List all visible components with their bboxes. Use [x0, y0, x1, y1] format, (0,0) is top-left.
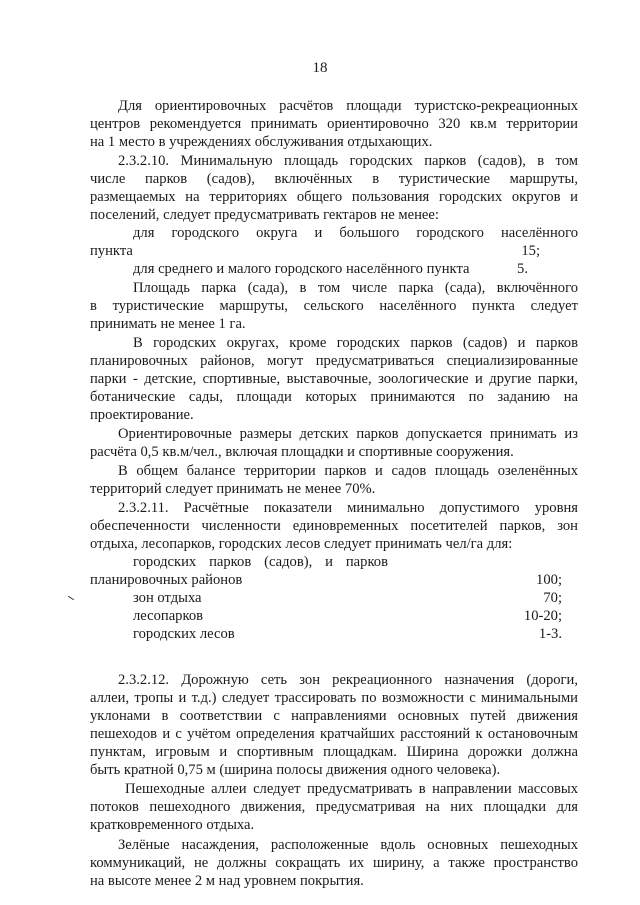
text-line: поселений, следует предусматривать гектаров не менее:	[90, 207, 439, 223]
value-cell: 1-3.	[538, 626, 562, 642]
text-line: Ориентировочные размеры детских парков допускается принимать из	[118, 426, 578, 442]
text-line: проектирование.	[90, 407, 194, 423]
text-line: для среднего и малого городского населённого пункта	[133, 261, 470, 277]
text-line: расчёта 0,5 кв.м/чел., включая площадки и спортивные сооружения.	[90, 444, 514, 460]
text-line: потоков пешеходного движения, предусматривая на них площадки для	[90, 799, 578, 815]
text-line: аллеи, тропы и т.д.) следует трассировать по возможности с минимальными	[90, 690, 578, 706]
text-line: Площадь парка (сада), в том числе парка (сада), включённого	[133, 280, 578, 296]
text-line: В общем балансе территории парков и садов площадь озеленённых	[118, 463, 578, 479]
text-line: быть кратной 0,75 м (ширина полосы движения одного человека).	[90, 762, 501, 778]
text-line: пункта	[90, 243, 133, 259]
value-cell: 5.	[517, 261, 528, 277]
scan-mark	[68, 596, 74, 600]
text-line: коммуникаций, не должны сокращать их ширину, а также пространство	[90, 855, 578, 871]
text-line: на 1 место в учреждениях обслуживания отдыхающих.	[90, 134, 433, 150]
text-line: кратковременного отдыха.	[90, 817, 255, 833]
text-line: планировочных районов, могут предусматриваться специализированные	[90, 353, 578, 369]
text-line: размещаемых на территориях общего пользования городских округов и	[90, 189, 578, 205]
value-cell: 100;	[536, 572, 562, 588]
value-cell: 10-20;	[523, 608, 562, 624]
text-line: уклонами в соответствии с направлениями основных путей движения	[90, 708, 578, 724]
page-number: 18	[312, 60, 328, 76]
text-line: отдыха, лесопарков, городских лесов следует принимать чел/га для:	[90, 536, 513, 552]
text-line: парки - детские, спортивные, выставочные, зоологические и другие парки,	[90, 371, 578, 387]
text-line: зон отдыха	[133, 590, 202, 606]
text-line: пунктам, игровым и спортивным площадкам. Ширина дорожки должна	[90, 744, 578, 760]
value-cell: 15;	[521, 243, 540, 259]
text-line: числе парков (садов), включённых в туристические маршруты,	[90, 171, 578, 187]
text-line: Зелёные насаждения, расположенные вдоль основных пешеходных	[118, 837, 578, 853]
text-line: лесопарков	[133, 608, 204, 624]
text-line: Пешеходные аллеи следует предусматривать в направлении массовых	[125, 781, 578, 797]
text-line: ботанические сады, площади которых принимаются по заданию на	[90, 389, 578, 405]
text-line: городских лесов	[133, 626, 235, 642]
text-line: пешеходов и с учётом определения кратчайших расстояний к остановочным	[90, 726, 578, 742]
text-line: территорий следует принимать не менее 70%.	[90, 481, 376, 497]
text-line: обеспеченности численности единовременных посетителей парков, зон	[90, 518, 578, 534]
text-line: для городского округа и большого городского населённого	[133, 225, 578, 241]
text-line: городских парков (садов), и парков	[133, 554, 388, 570]
text-line: планировочных районов	[90, 572, 243, 588]
text-line: 2.3.2.12. Дорожную сеть зон рекреационного назначения (дороги,	[118, 672, 578, 688]
text-line: центров рекомендуется принимать ориентировочно 320 кв.м территории	[90, 116, 578, 132]
text-line: принимать не менее 1 га.	[90, 316, 246, 332]
text-line: в туристические маршруты, сельского населённого пункта следует	[90, 298, 578, 314]
text-line: Для ориентировочных расчётов площади туристско-рекреационных	[118, 98, 578, 114]
text-line: 2.3.2.10. Минимальную площадь городских парков (садов), в том	[118, 153, 578, 169]
text-line: В городских округах, кроме городских парков (садов) и парков	[133, 335, 578, 351]
value-cell: 70;	[543, 590, 562, 606]
text-line: 2.3.2.11. Расчётные показатели минимально допустимого уровня	[118, 500, 578, 516]
text-line: на высоте менее 2 м над уровнем покрытия.	[90, 873, 364, 889]
